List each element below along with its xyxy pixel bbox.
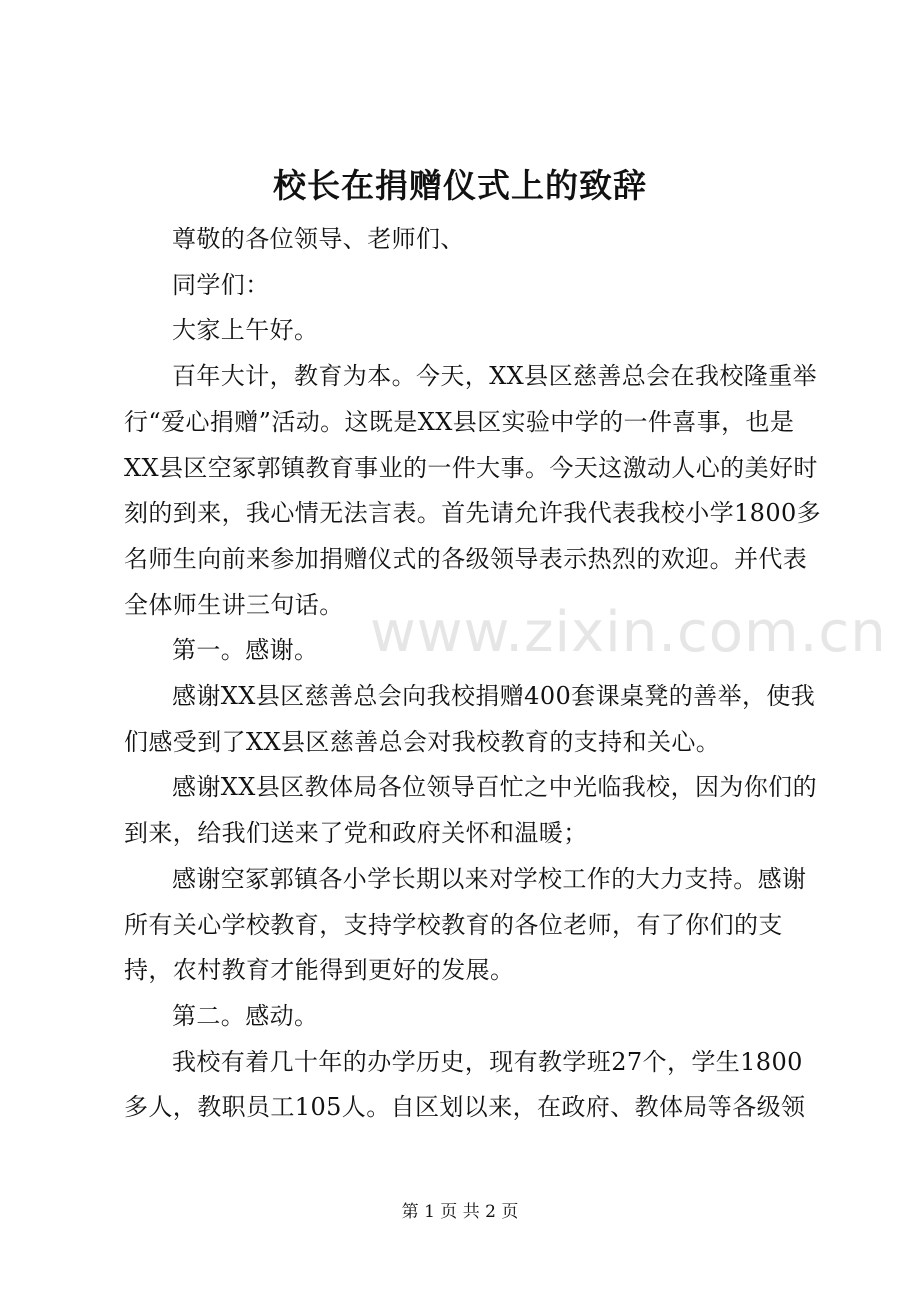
section-heading-moved: 第二。感动。: [172, 1001, 319, 1030]
school-history-paragraph: 我校有着几十年的办学历史，现有教学班27个，学生1800多人，教职员工105人。自区划以来，在政府、教体局等各级领: [124, 1047, 806, 1122]
page-number-footer: 第 1 页 共 2 页: [401, 1202, 519, 1222]
thanks-paragraph-1: 感谢XX县区慈善总会向我校捐赠400套课桌凳的善举，使我们感受到了XX县区慈善总会对我校教育的支持和关心。: [124, 682, 816, 756]
intro-paragraph: 百年大计，教育为本。今天，XX县区慈善总会在我校隆重举行“爱心捐赠”活动。这既是XX县区实验中学的一件喜事，也是XX县区空冢郭镇教育事业的一件大事。今天这激动人心的美好时刻的到来，我心情无法言表。首先请允许我代表我校小学1800多名师生向前来参加捐赠仪式的各级领导表示热烈的欢迎。并代表全体师生讲三句话。: [124, 362, 822, 619]
salutation-line-1: 尊敬的各位领导、老师们、: [172, 225, 465, 253]
thanks-paragraph-3: 感谢空冢郭镇各小学长期以来对学校工作的大力支持。感谢所有关心学校教育，支持学校教育的各位老师，有了你们的支持，农村教育才能得到更好的发展。: [124, 864, 807, 985]
section-heading-thanks: 第一。感谢。: [172, 636, 319, 665]
document-body: [124, 217, 824, 1131]
document-title: 校长在捐赠仪式上的致辞: [273, 166, 647, 205]
watermark: www.zixin.com.cn: [370, 600, 887, 665]
thanks-paragraph-2: 感谢XX县区教体局各位领导百忙之中光临我校，因为你们的到来，给我们送来了党和政府关怀和温暖；: [124, 773, 817, 848]
greeting-paragraph: 大家上午好。: [172, 316, 319, 345]
salutation-line-2: 同学们：: [172, 270, 270, 299]
